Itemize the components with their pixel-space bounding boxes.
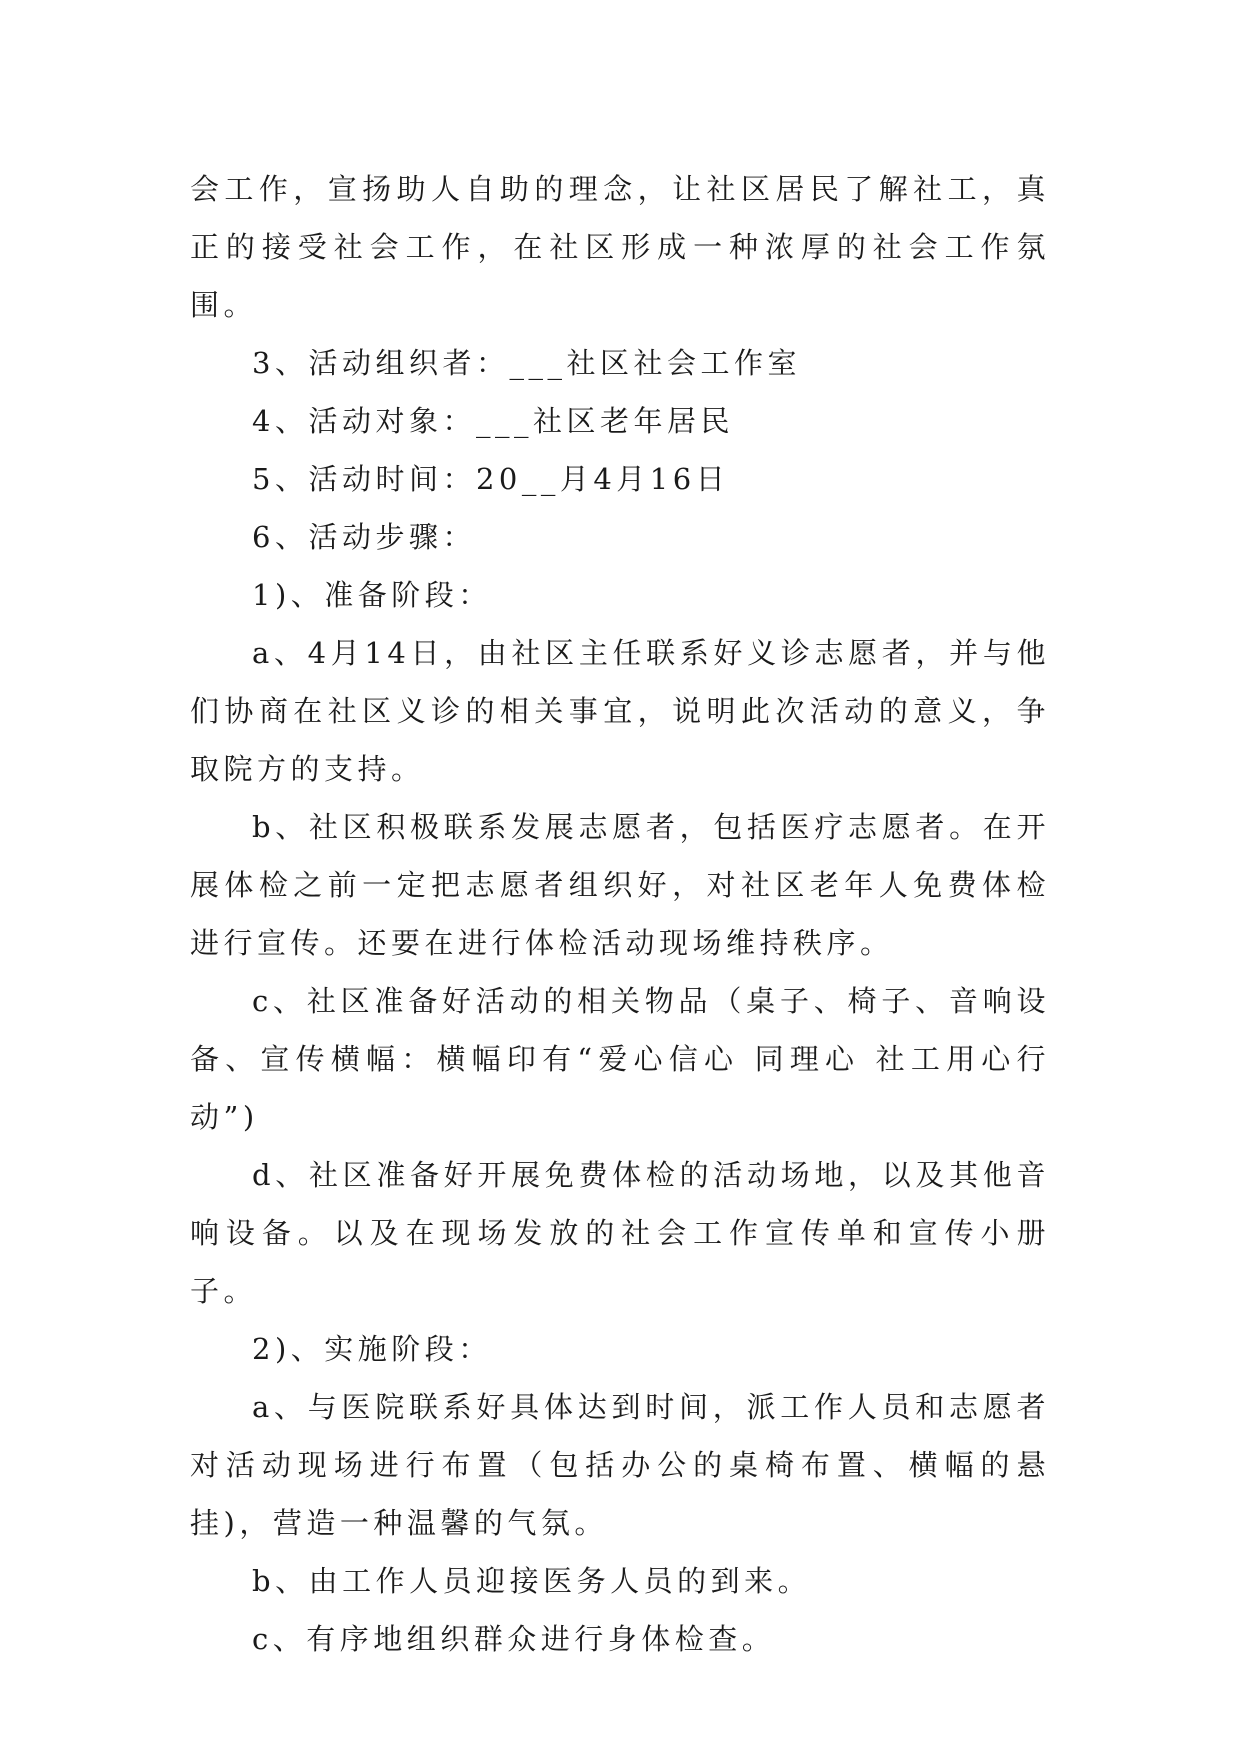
paragraph-organizer: 3、活动组织者：___社区社会工作室 (252, 346, 801, 380)
paragraph-implementation-a: a、与医院联系好具体达到时间，派工作人员和志愿者对活动现场进行布置（包括办公的桌椅布置、横幅的悬挂)，营造一种温馨的气氛。 (190, 1390, 1050, 1540)
document-body (190, 160, 1050, 1668)
paragraph-preparation-heading: 1)、准备阶段： (252, 578, 492, 612)
paragraph-preparation-c: c、社区准备好活动的相关物品（桌子、椅子、音响设备、宣传横幅：横幅印有“爱心信心 同理心 社工用心行动”) (190, 984, 1050, 1134)
paragraph-implementation-heading: 2)、实施阶段： (252, 1332, 492, 1366)
paragraph-time: 5、活动时间：20__月4月16日 (252, 462, 730, 496)
paragraph-implementation-b: b、由工作人员迎接医务人员的到来。 (252, 1564, 812, 1598)
paragraph-intro-continuation: 会工作，宣扬助人自助的理念，让社区居民了解社工，真正的接受社会工作，在社区形成一种浓厚的社会工作氛围。 (190, 172, 1050, 322)
paragraph-preparation-b: b、社区积极联系发展志愿者，包括医疗志愿者。在开展体检之前一定把志愿者组织好，对社区老年人免费体检进行宣传。还要在进行体检活动现场维持秩序。 (190, 810, 1050, 960)
paragraph-steps-heading: 6、活动步骤： (252, 520, 476, 554)
paragraph-preparation-a: a、4月14日，由社区主任联系好义诊志愿者，并与他们协商在社区义诊的相关事宜，说明此次活动的意义，争取院方的支持。 (190, 636, 1050, 786)
paragraph-implementation-c: c、有序地组织群众进行身体检查。 (252, 1622, 776, 1656)
paragraph-preparation-d: d、社区准备好开展免费体检的活动场地，以及其他音响设备。以及在现场发放的社会工作宣传单和宣传小册子。 (190, 1158, 1050, 1308)
paragraph-target: 4、活动对象：___社区老年居民 (252, 404, 734, 438)
